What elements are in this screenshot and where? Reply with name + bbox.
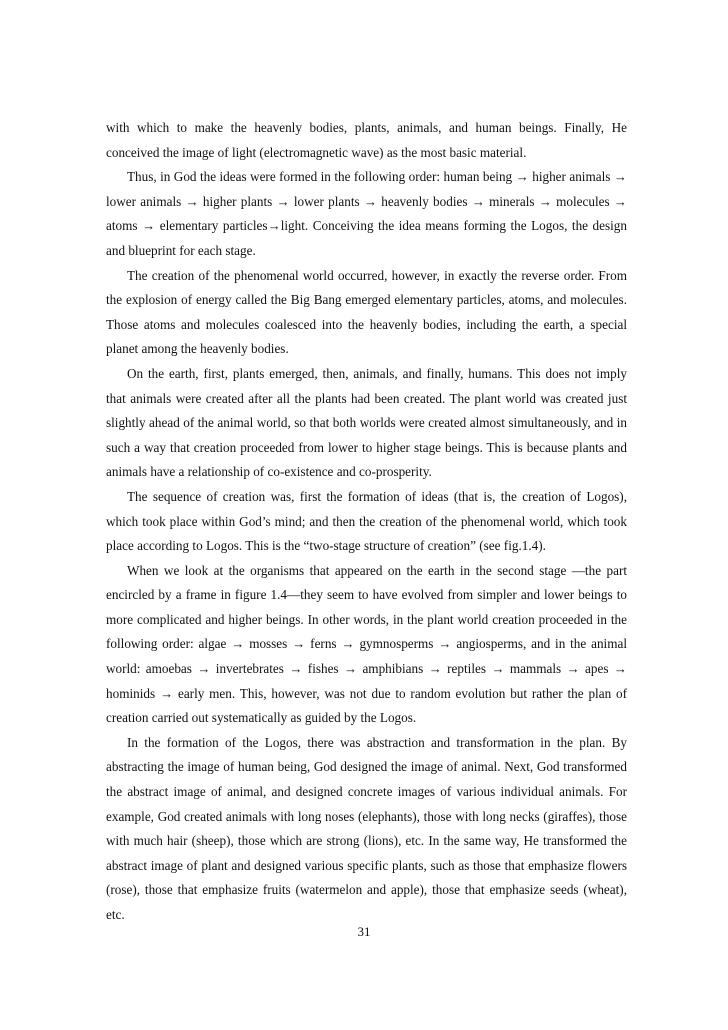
paragraph-organisms-evolution: When we look at the organisms that appeared on the earth in the second stage —the part encircled by a frame in figure 1.4—they seem to have evolved from simpler and lower beings to more complicated and higher beings. In other words, in the plant world creation proceeded in the following order: algae → mosses → ferns → gymnosperms → angiosperms, and in the animal world: amoebas → invertebrates → fishes → amphibians → reptiles → mammals → apes → hominids → early men. This, however, was not due to random evolution but rather the plan of creation carried out systematically as guided by the Logos. <box>106 562 627 726</box>
paragraph-continuation: with which to make the heavenly bodies, plants, animals, and human beings. Finally, He conceived the image of light (electromagnetic wave) as the most basic material. <box>106 120 627 160</box>
paragraph-order-of-ideas: Thus, in God the ideas were formed in the following order: human being → higher animals → lower animals → higher plants → lower plants → heavenly bodies → minerals → molecules → atoms → elementary particles→light. Conceiving the idea means forming the Logos, the design and blueprint for each stage. <box>106 169 627 258</box>
paragraph-phenomenal-world: The creation of the phenomenal world occurred, however, in exactly the reverse order. From the explosion of energy called the Big Bang emerged elementary particles, atoms, and molecules. Those atoms and molecules coalesced into the heavenly bodies, including the earth, a special planet among the heavenly bodies. <box>106 267 627 357</box>
page-number: 31 <box>357 924 371 939</box>
paragraph-sequence-of-creation: The sequence of creation was, first the formation of ideas (that is, the creation of Logos), which took place within God’s mind; and then the creation of the phenomenal world, which took place according to Logos. This is the “two-stage structure of creation” (see fig.1.4). <box>106 488 627 554</box>
page-body <box>106 116 627 928</box>
paragraph-plants-and-animals: On the earth, first, plants emerged, then, animals, and finally, humans. This does not imply that animals were created after all the plants had been created. The plant world was created just slightly ahead of the animal world, so that both worlds were created almost simultaneously, and in such a way that creation proceeded from lower to higher stage beings. This is because plants and animals have a relationship of co-existence and co-prosperity. <box>106 365 627 480</box>
paragraph-abstraction-transformation: In the formation of the Logos, there was abstraction and transformation in the plan. By abstracting the image of human being, God designed the image of animal. Next, God transformed the abstract image of animal, and designed concrete images of various individual animals. For example, God created animals with long noses (elephants), those with long necks (giraffes), those with much hair (sheep), those which are strong (lions), etc. In the same way, He transformed the abstract image of plant and designed various specific plants, such as those that emphasize flowers (rose), those that emphasize fruits (watermelon and apple), those that emphasize seeds (wheat), etc. <box>106 734 627 922</box>
